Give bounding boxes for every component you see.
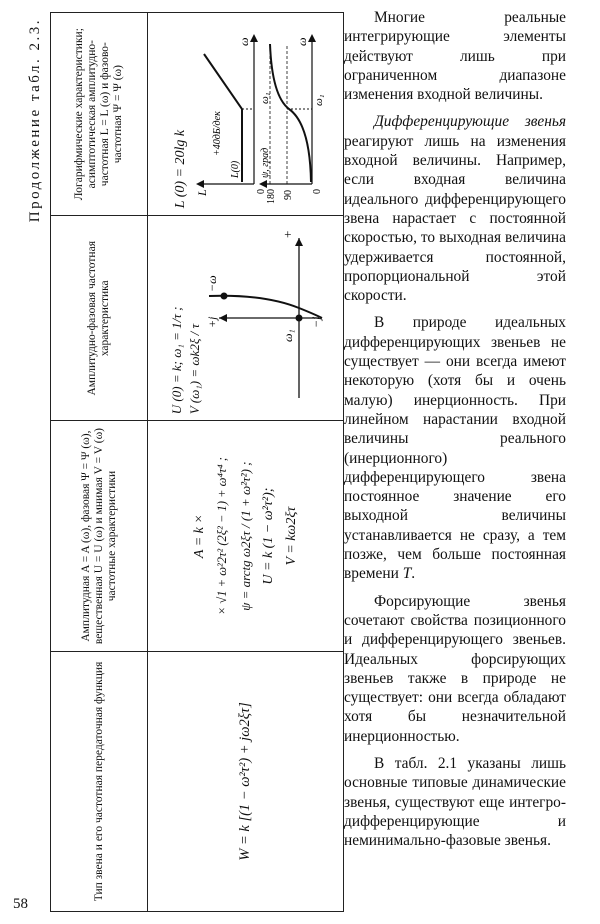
- paragraph-3-body: В природе идеальных дифференцирующих звеньев не существует — они всегда имеют некоторую (хотя бы и очень малую) инерционность. При линейном нарастании входной величины реального (инерционного) дифференцирующего звена постоянное значение его выходной величины устанавливается не сразу, а тем позже, чем больше постоянная времени: [344, 314, 566, 583]
- log-label-psi: ψ, град: [260, 147, 271, 179]
- log-formula: L (0) = 20lg k: [173, 129, 188, 209]
- afc-real-arrow: [295, 238, 303, 246]
- log-label-180: 180: [266, 189, 277, 205]
- cell-afc: [148, 216, 344, 421]
- log-label-zero-bottom: 0: [312, 189, 323, 195]
- header-link-type: Тип звена и его частотная передаточная функция: [51, 651, 148, 911]
- afc-point-k: [220, 293, 227, 300]
- afc-label-plus-j: +j: [204, 316, 219, 329]
- paragraph-2-body: реагируют лишь на изменения входной величины. Например, если входная величина идеального дифференцирующего звена нарастает с постоянной скоростью, то выходная величина удерживается постоянной, пропорциональной этой скорости.: [344, 132, 566, 305]
- log-label-L: L: [195, 189, 209, 197]
- table-caption: Продолжение табл. 2.3.: [27, 18, 43, 223]
- log-label-slope: +40дБ/дек: [212, 111, 223, 157]
- afc-label-plus: +: [279, 230, 295, 239]
- term-differentiating-links: Дифференцирующие звенья: [374, 113, 566, 131]
- paragraph-5: В табл. 2.1 указаны лишь основные типовые динамические звенья, существуют еще интегро-дифференцирующие и неминимально-фазовые звенья.: [344, 754, 566, 850]
- afc-formula-2: V (ω₁) = ωk2ξ / τ: [186, 323, 202, 415]
- log-psi-curve: [270, 44, 311, 182]
- log-label-zero-top: 0: [256, 189, 267, 195]
- paragraph-4: Форсирующие звенья сочетают свойства позиционного и дифференцирующего звеньев. Идеальных форсирующих звеньев также в природе не существует: они всегда обладают хотя бы незначительной инерционностью.: [344, 592, 566, 745]
- afc-label-minus-j: −j: [308, 316, 323, 329]
- table-2-3: [50, 12, 344, 912]
- log-label-omega-bottom: ω: [295, 37, 309, 47]
- afc-plot: [204, 228, 324, 408]
- cell-log: [148, 13, 344, 216]
- paragraph-2: [344, 112, 566, 305]
- rotated-table-block: [22, 12, 344, 912]
- cell-formulas: [148, 421, 344, 652]
- log-label-L0: L(0): [230, 160, 241, 179]
- afc-point-omega1: [295, 315, 302, 322]
- log-plot: [192, 24, 325, 205]
- real-formula: U = k (1 − ω²τ²);: [261, 487, 276, 585]
- afc-label-minus-omega: −ω: [204, 275, 219, 293]
- transfer-function: W = k [(1 − ω²τ²) + jω2ξτ]: [237, 702, 253, 861]
- amplitude-formula-2: × √1 + ω²2τ² (2ξ² − 1) + ω⁴τ⁴ ;: [215, 457, 229, 616]
- imag-formula: V = kω2ξτ: [284, 506, 299, 566]
- afc-label-omega1: ω₁: [280, 329, 295, 343]
- header-afc: Амплитудно-фазовая частотная характеристика: [51, 216, 148, 421]
- log-label-omega1-bottom: ω₁: [313, 94, 325, 107]
- paragraph-3-end: .: [411, 565, 416, 583]
- header-frequency-characteristics: Амплитудная A = A (ω), фазовая Ψ = Ψ (ω), вещественная U = U (ω) и мнимая V = V (ω) частотные характеристики: [51, 421, 148, 652]
- log-label-90: 90: [283, 190, 294, 201]
- symbol-T: T: [402, 565, 412, 583]
- body-text: [344, 8, 566, 858]
- cell-transfer-function: [148, 651, 344, 911]
- header-log-characteristics: Логарифмические характеристики; асимптотическая амплитудно-частотная L = L (ω) и фазово-частотная Ψ = Ψ (ω): [51, 13, 148, 216]
- paragraph-3: [344, 313, 566, 583]
- paragraph-1: Многие реальные интегрирующие элементы действуют лишь при ограниченном диапазоне изменения входной величины.: [344, 9, 566, 104]
- log-label-omega1-top: ω₁: [259, 92, 271, 105]
- phase-formula: ψ = arctg ω2ξτ / (1 + ω²τ²) ;: [238, 461, 253, 611]
- log-label-omega-top: ω: [237, 37, 251, 47]
- page-number: 58: [13, 896, 28, 912]
- afc-formula-1: U (0) = k; ω₁ = 1/τ ;: [168, 306, 184, 415]
- amplitude-formula-1: A = k ×: [192, 514, 207, 559]
- afc-imag-arrow: [219, 314, 227, 322]
